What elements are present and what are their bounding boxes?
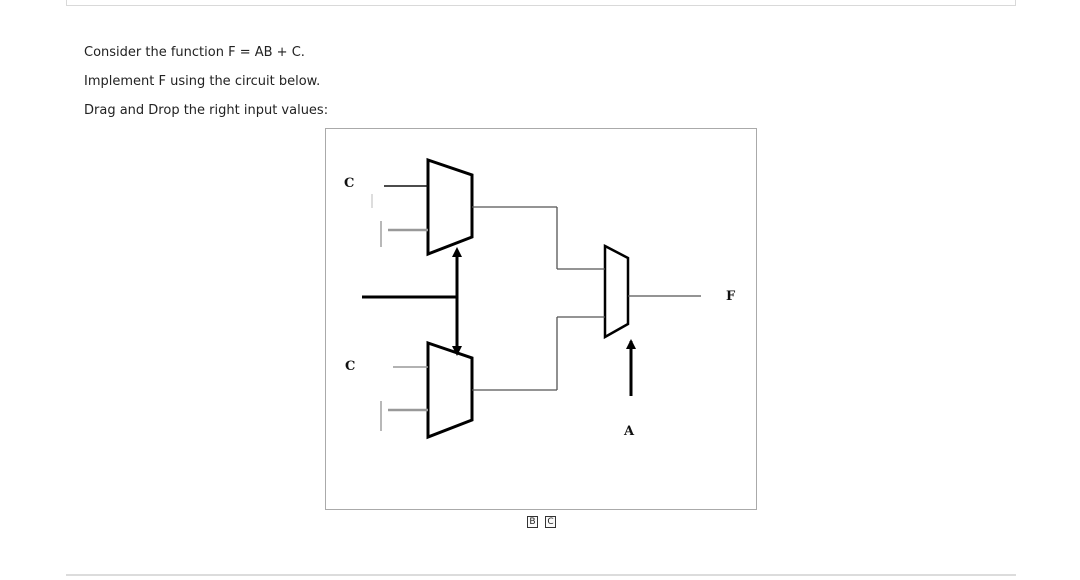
top-mux-input-label: C — [344, 176, 355, 191]
question-line-instruction: Drag and Drop the right input values: — [84, 103, 329, 118]
bottom-mux-input-label: C — [345, 359, 356, 374]
drag-token-b[interactable]: B — [527, 516, 538, 528]
question-text — [84, 44, 328, 131]
circuit-svg — [326, 129, 756, 509]
top-mux — [428, 160, 472, 254]
top-frame-border — [66, 0, 1016, 6]
question-line-implement: Implement F using the circuit below. — [84, 74, 321, 89]
select-arrow-up-icon — [452, 247, 462, 257]
bottom-frame-border — [66, 574, 1016, 580]
bottom-mux — [428, 343, 472, 437]
drag-token-c[interactable]: C — [545, 516, 556, 528]
select-a-label: A — [624, 424, 635, 439]
output-mux — [605, 246, 628, 337]
a-select-arrow-icon — [626, 339, 636, 349]
output-label: F — [726, 289, 736, 304]
circuit-diagram — [325, 128, 757, 510]
question-line-function: Consider the function F = AB + C. — [84, 45, 305, 60]
